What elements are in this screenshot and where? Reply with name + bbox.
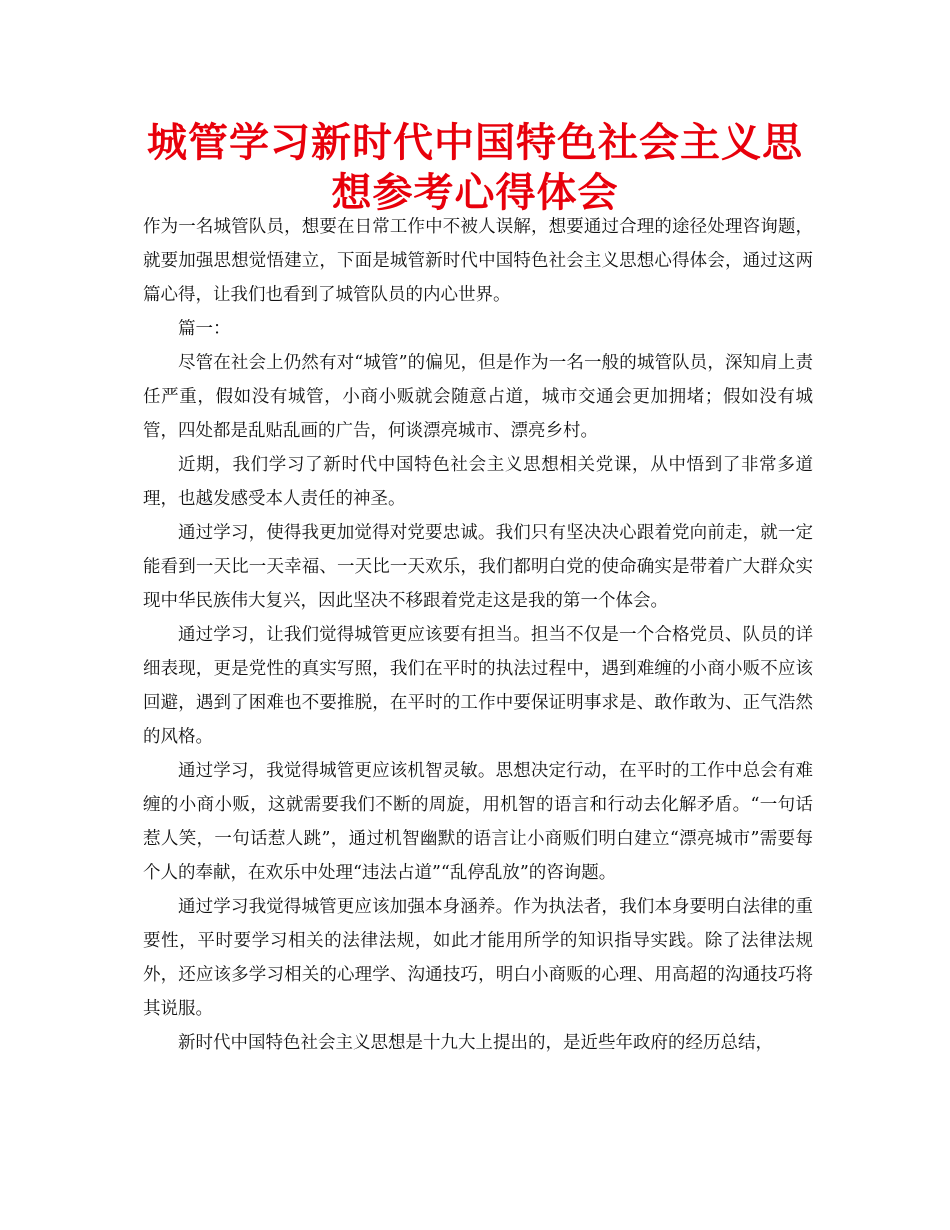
section-heading: 篇一： xyxy=(178,319,231,339)
body-paragraph: 通过学习，我觉得城管更应该机智灵敏。思想决定行动，在平时的工作中总会有难缠的小商小贩，这就需要我们不断的周旋，用机智的语言和行动去化解矛盾。“一句话惹人笑，一句话惹人跳”，通过机智幽默的语言让小商贩们明白建立“漂亮城市”需要每个人的奉献，在欢乐中处理“违法占道”“乱停乱放”的咨询题。 xyxy=(143,761,813,883)
intro-paragraph: 作为一名城管队员，想要在日常工作中不被人误解，想要通过合理的途径处理咨询题，就要加强思想觉悟建立，下面是城管新时代中国特色社会主义思想心得体会，通过这两篇心得，让我们也看到了城管队员的内心世界。 xyxy=(143,217,813,305)
document-body xyxy=(143,210,813,1060)
body-paragraph: 尽管在社会上仍然有对“城管”的偏见，但是作为一名一般的城管队员，深知肩上责任严重，假如没有城管，小商小贩就会随意占道，城市交通会更加拥堵；假如没有城管，四处都是乱贴乱画的广告，何谈漂亮城市、漂亮乡村。 xyxy=(143,353,813,441)
body-paragraph: 通过学习，使得我更加觉得对党要忠诚。我们只有坚决决心跟着党向前走，就一定能看到一天比一天幸福、一天比一天欢乐，我们都明白党的使命确实是带着广大群众实现中华民族伟大复兴，因此坚决不移跟着党走这是我的第一个体会。 xyxy=(143,523,813,611)
body-paragraph: 通过学习我觉得城管更应该加强本身涵养。作为执法者，我们本身要明白法律的重要性，平时要学习相关的法律法规，如此才能用所学的知识指导实践。除了法律法规外，还应该多学习相关的心理学、沟通技巧，明白小商贩的心理、用高超的沟通技巧将其说服。 xyxy=(143,897,813,1019)
document-title: 城管学习新时代中国特色社会主义思想参考心得体会 xyxy=(147,120,803,216)
body-paragraph: 通过学习，让我们觉得城管更应该要有担当。担当不仅是一个合格党员、队员的详细表现，更是党性的真实写照，我们在平时的执法过程中，遇到难缠的小商小贩不应该回避，遇到了困难也不要推脱，在平时的工作中要保证明事求是、敢作敢为、正气浩然的风格。 xyxy=(143,625,813,747)
body-paragraph: 近期，我们学习了新时代中国特色社会主义思想相关党课，从中悟到了非常多道理，也越发感受本人责任的神圣。 xyxy=(143,455,813,509)
body-paragraph: 新时代中国特色社会主义思想是十九大上提出的，是近些年政府的经历总结， xyxy=(178,1033,773,1053)
